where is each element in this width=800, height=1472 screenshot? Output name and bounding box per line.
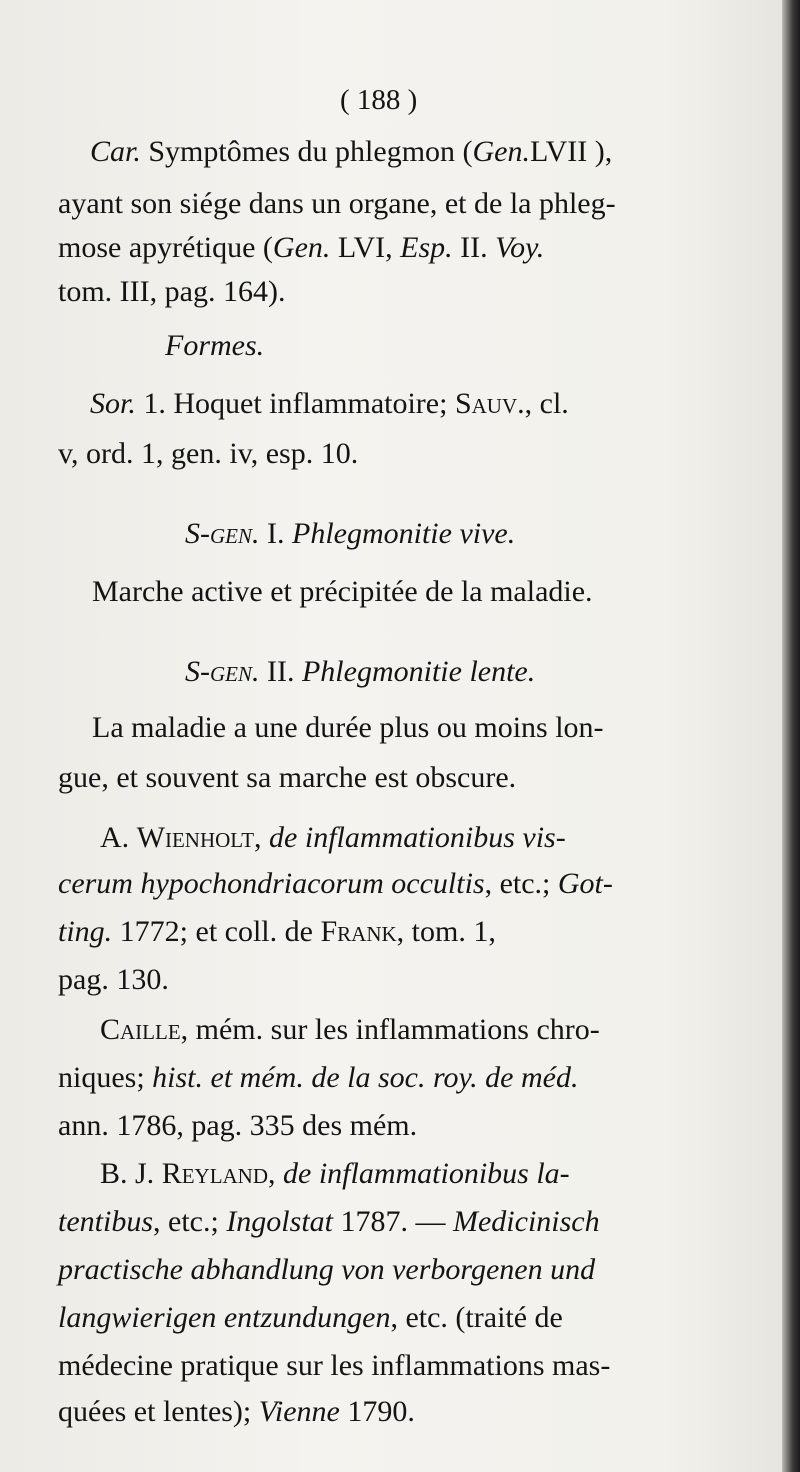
text-line: La maladie a une durée plus ou moins lon- xyxy=(92,711,604,744)
reference-line: médecine pratique sur les inflammations mas- xyxy=(58,1349,611,1382)
text-line: tom. III, pag. 164). xyxy=(58,275,286,308)
text-line: mose apyrétique (Gen. LVI, Esp. II. Voy. xyxy=(58,231,545,264)
reference-line: B. J. Reyland, de inflammationibus la- xyxy=(100,1157,570,1190)
text-line: Car. Symptômes du phlegmon (Gen.LVII ), xyxy=(90,135,613,168)
text-line: v, ord. 1, gen. iv, esp. 10. xyxy=(58,437,359,470)
page-number: ( 188 ) xyxy=(340,84,418,116)
text-line: gue, et souvent sa marche est obscure. xyxy=(58,761,517,794)
reference-line: A. Wienholt, de inflammationibus vis- xyxy=(100,821,566,854)
subgenus-heading: S-gen. II. Phlegmonitie lente. xyxy=(185,655,536,688)
page-edge-shadow xyxy=(782,0,800,1472)
reference-line: ann. 1786, pag. 335 des mém. xyxy=(58,1109,418,1142)
reference-line: Caille, mém. sur les inflammations chro- xyxy=(100,1013,600,1046)
section-heading: Formes. xyxy=(165,329,265,362)
text-line: Marche active et précipitée de la maladie. xyxy=(92,575,593,608)
reference-line: langwierigen entzundungen, etc. (traité de xyxy=(58,1301,563,1334)
reference-line: quées et lentes); Vienne 1790. xyxy=(58,1395,415,1428)
reference-line: tentibus, etc.; Ingolstat 1787. — Medicinisch xyxy=(58,1205,600,1238)
subgenus-heading: S-gen. I. Phlegmonitie vive. xyxy=(185,517,516,550)
text-line: ayant son siége dans un organe, et de la phleg- xyxy=(58,187,616,220)
text-line: Sor. 1. Hoquet inflammatoire; Sauv., cl. xyxy=(90,387,569,420)
reference-line: ting. 1772; et coll. de Frank, tom. 1, xyxy=(58,915,496,948)
reference-line: niques; hist. et mém. de la soc. roy. de méd. xyxy=(58,1061,579,1094)
reference-line: practische abhandlung von verborgenen und xyxy=(58,1253,596,1286)
reference-line: pag. 130. xyxy=(58,963,169,996)
reference-line: cerum hypochondriacorum occultis, etc.; Got- xyxy=(58,867,613,900)
